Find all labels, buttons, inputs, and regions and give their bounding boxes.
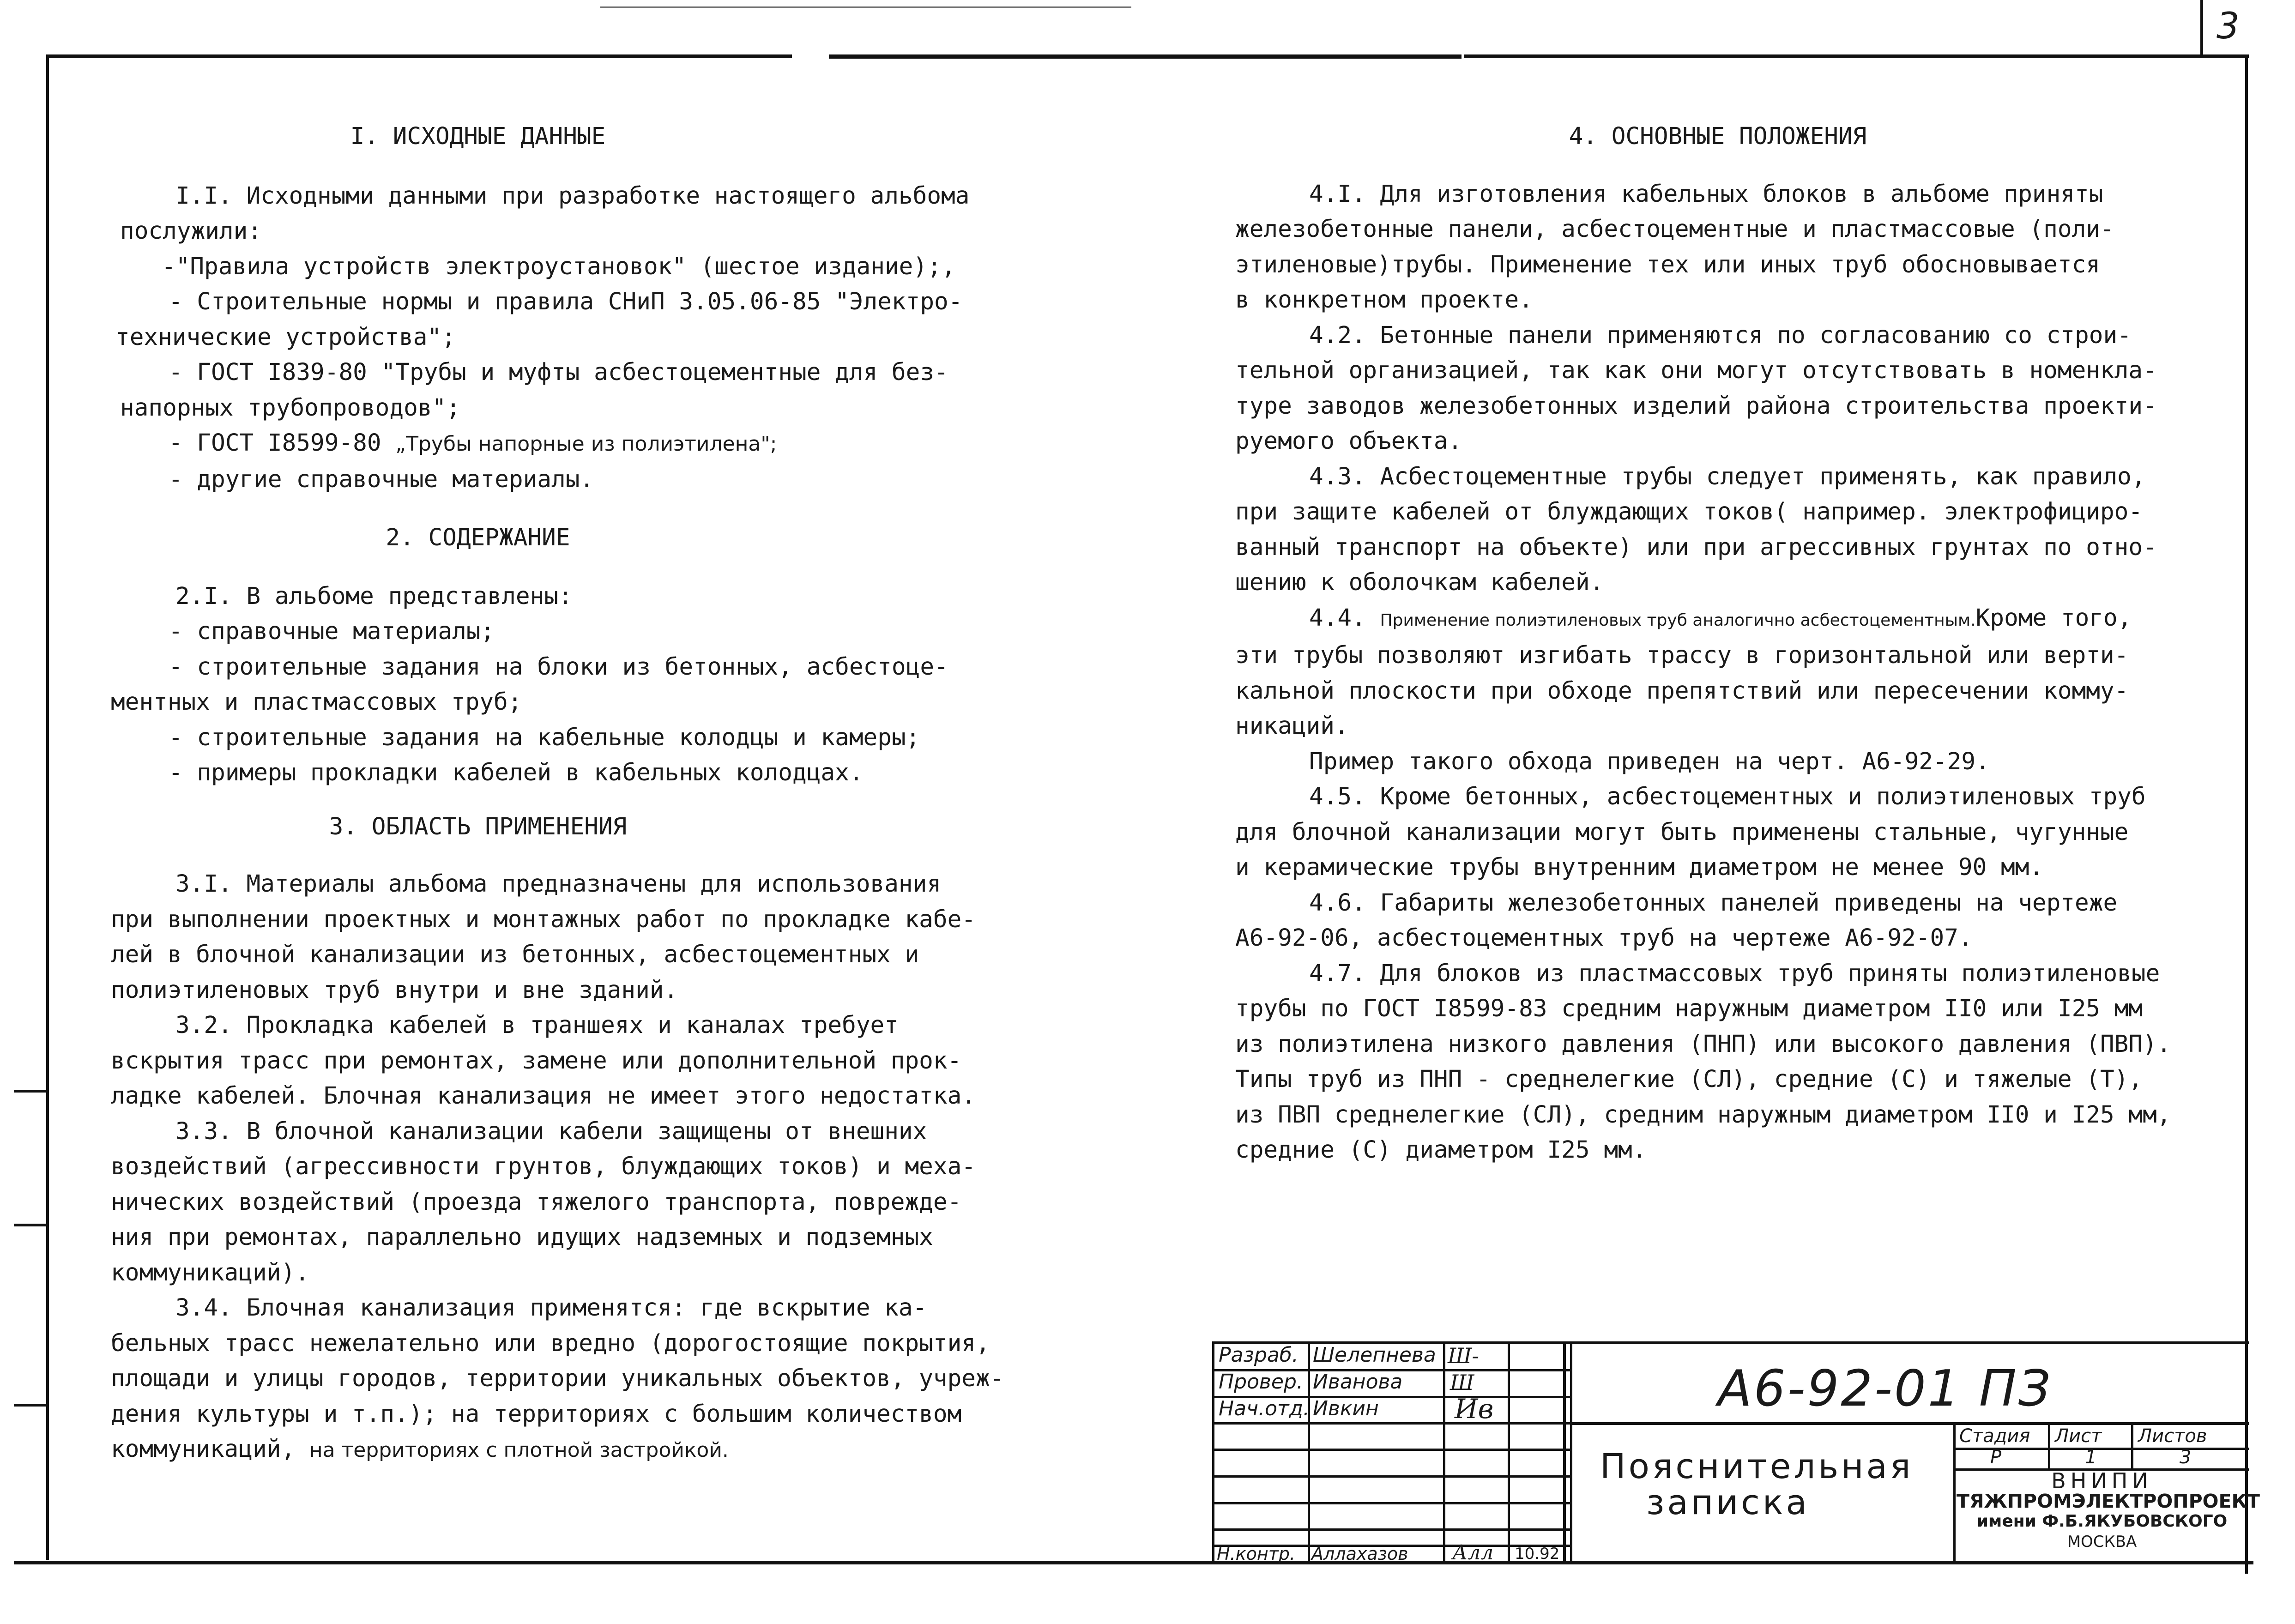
grid-line [2048, 1422, 2050, 1468]
paragraph-line: лей в блочной канализации из бетонных, асбестоцементных и [111, 941, 919, 968]
role-norm-control: Н.контр. [1217, 1544, 1296, 1564]
name-developer: Шелепнева [1313, 1343, 1436, 1367]
paragraph-line: бельных трасс нежелательно или вредно (дорогостоящие покрытия, [111, 1329, 990, 1357]
organization-name-2: ТЯЖПРОМЭЛЕКТРОПРОЕКТ [1957, 1490, 2260, 1512]
paragraph-line [111, 426, 1034, 462]
role-head: Нач.отд. [1219, 1397, 1310, 1420]
frame-top-rule-right [1464, 54, 2249, 58]
paragraph-line: воздействий (агрессивности грунтов, блуждающих токов) и меха- [111, 1153, 976, 1180]
role-developer: Разраб. [1219, 1343, 1298, 1367]
grid-line [1953, 1422, 1956, 1562]
paragraph-line: А6-92-06, асбестоцементных труб на чертеже А6-92-07. [1235, 924, 1973, 952]
document-code: А6-92-01 ПЗ [1718, 1360, 2053, 1418]
paragraph-line: Пример такого обхода приведен на черт. А6-92-29. [1309, 748, 1990, 775]
binding-tick-3 [14, 1404, 46, 1407]
paragraph-line: 4.I. Для изготовления кабельных блоков в альбоме приняты [1309, 180, 2103, 208]
organization-name-1: ВНИПИ [2051, 1468, 2153, 1493]
paragraph-line: железобетонные панели, асбестоцементные и пластмассовые (поли- [1235, 216, 2114, 243]
paragraph-line: Типы труб из ПНП - среднелегкие (СЛ), средние (С) и тяжелые (Т), [1235, 1066, 2143, 1093]
paragraph-line: в конкретном проекте. [1235, 286, 1533, 314]
role-checker: Провер. [1219, 1370, 1303, 1394]
grid-line [1570, 1341, 1572, 1562]
grid-line [1212, 1502, 1570, 1504]
text-fragment: коммуникаций, [111, 1436, 309, 1463]
paragraph-line: ния при ремонтах, параллельно идущих надземных и подземных [111, 1224, 933, 1251]
paragraph-line: - строительные задания на кабельные колодцы и камеры; [169, 724, 920, 751]
paragraph-line: полиэтиленовых труб внутри и вне зданий. [111, 976, 678, 1004]
binding-tick-1 [14, 1090, 46, 1093]
paragraph-line: туре заводов железобетонных изделий района строительства проекти- [1235, 392, 2157, 420]
paragraph-line: 4.6. Габариты железобетонных панелей приведены на чертеже [1309, 889, 2118, 917]
gost-text: - ГОСТ I8599-80 [169, 429, 396, 457]
paragraph-line: - строительные задания на блоки из бетонных, асбестоце- [169, 653, 948, 681]
frame-corner-rule [2200, 0, 2203, 55]
grid-line [2131, 1422, 2133, 1468]
signature-norm-control: Алл [1452, 1541, 1494, 1564]
paragraph-line: ладке кабелей. Блочная канализация не имеет этого недостатка. [111, 1082, 976, 1110]
paragraph-line: и керамические трубы внутренним диаметром не менее 90 мм. [1235, 854, 2044, 881]
paragraph-line: этиленовые)трубы. Применение тех или иных труб обосновывается [1235, 251, 2100, 278]
grid-line [1212, 1422, 1570, 1425]
paragraph-line: эти трубы позволяют изгибать трассу в горизонтальной или верти- [1235, 642, 2129, 669]
paragraph-line: дения культуры и т.п.); на территориях с большим количеством [111, 1400, 962, 1428]
frame-left-rule [46, 54, 49, 1560]
paragraph-line: трубы по ГОСТ I8599-83 средним наружным диаметром II0 или I25 мм [1235, 995, 2143, 1022]
paragraph-line: - Строительные нормы и правила СНиП 3.05.06-85 "Электро- [169, 288, 963, 315]
paragraph-line: средние (С) диаметром I25 мм. [1235, 1136, 1647, 1164]
grid-line [1212, 1528, 1570, 1531]
signature-checker: Ш [1450, 1370, 1474, 1395]
paragraph-line: - примеры прокладки кабелей в кабельных колодцах. [169, 759, 864, 786]
page-number: 3 [2216, 6, 2240, 47]
paragraph-line: коммуникаций). [111, 1259, 309, 1286]
paragraph-line: послужили: [120, 217, 262, 245]
text-fragment: 4.4. [1309, 604, 1380, 632]
signature-head: Ив [1455, 1393, 1494, 1425]
handwritten-insert: Применение полиэтиленовых труб аналогично асбестоцементным. [1380, 610, 1976, 630]
paragraph-line: -"Правила устройств электроустановок" (шестое издание);, [162, 253, 956, 280]
paragraph-line: I.I. Исходными данными при разработке настоящего альбома [175, 182, 970, 210]
section-heading: 2. СОДЕРЖАНИЕ [386, 524, 570, 551]
name-head: Ивкин [1313, 1397, 1379, 1420]
organization-city: МОСКВА [2067, 1533, 2137, 1551]
right-column [1235, 119, 2228, 1168]
name-norm-control: Аллахазов [1311, 1544, 1408, 1564]
grid-line [1212, 1449, 1570, 1451]
stage-header: Стадия [1959, 1425, 2030, 1447]
paragraph-line: ванный транспорт на объекте) или при агрессивных грунтах по отно- [1235, 533, 2157, 561]
paragraph-line: напорных трубопроводов"; [120, 394, 460, 422]
paragraph-line: вскрытия трасс при ремонтах, замене или дополнительной прок- [111, 1047, 962, 1075]
sheets-header: Листов [2138, 1425, 2207, 1447]
paragraph-line: шению к оболочкам кабелей. [1235, 569, 1604, 596]
handwritten-insert: „Трубы напорные из полиэтилена"; [395, 432, 777, 456]
paragraph-line: - ГОСТ I839-80 "Трубы и муфты асбестоцементные для без- [169, 359, 948, 386]
stage-value: Р [1990, 1447, 2002, 1468]
document-name-line-2: записка [1646, 1483, 1810, 1522]
binding-tick-2 [14, 1224, 46, 1226]
paragraph-line: 4.3. Асбестоцементные трубы следует применять, как правило, [1309, 463, 2146, 490]
document-name-line-1: Пояснительная [1600, 1447, 1914, 1486]
left-column [111, 119, 1034, 1468]
grid-line [1212, 1475, 1570, 1478]
section-heading: 3. ОБЛАСТЬ ПРИМЕНЕНИЯ [329, 813, 627, 840]
paragraph-line: 4.2. Бетонные панели применяются по согласованию со строи- [1309, 321, 2132, 349]
paragraph-line: 3.I. Материалы альбома предназначены для использования [175, 870, 942, 898]
paragraph-line [1235, 601, 2228, 639]
frame-top-rule-middle [829, 54, 1462, 59]
paragraph-line: руемого объекта. [1235, 428, 1462, 455]
signature-developer: Ш- [1448, 1343, 1480, 1368]
paragraph-line: 3.4. Блочная канализация применятся: где вскрытие ка- [175, 1294, 927, 1322]
handwritten-insert: на территориях с плотной застройкой. [309, 1438, 729, 1462]
paragraph-line: для блочной канализации могут быть применены стальные, чугунные [1235, 818, 2129, 846]
paragraph-line: 2.I. В альбоме представлены: [175, 582, 573, 610]
section-heading: I. ИСХОДНЫЕ ДАННЫЕ [350, 123, 606, 150]
section-heading: 4. ОСНОВНЫЕ ПОЛОЖЕНИЯ [1569, 123, 1867, 150]
paragraph-line: нических воздействий (проезда тяжелого транспорта, поврежде- [111, 1188, 962, 1216]
paragraph-line: тельной организацией, так как они могут отсутствовать в номенкла- [1235, 357, 2157, 384]
sheets-value: 3 [2180, 1447, 2192, 1468]
title-block [1212, 1341, 2260, 1564]
paragraph-line: 4.5. Кроме бетонных, асбестоцементных и полиэтиленовых труб [1309, 783, 2146, 810]
paragraph-line: при защите кабелей от блуждающих токов( например. электрофициро- [1235, 498, 2143, 525]
paragraph-line: при выполнении проектных и монтажных работ по прокладке кабе- [111, 906, 976, 933]
paragraph-line: из полиэтилена низкого давления (ПНП) или высокого давления (ПВП). [1235, 1030, 2171, 1058]
paragraph-line: ментных и пластмассовых труб; [111, 688, 522, 716]
paragraph-line: технические устройства"; [115, 323, 456, 351]
grid-line [1570, 1422, 2249, 1425]
paragraph-line: 4.7. Для блоков из пластмассовых труб приняты полиэтиленовые [1309, 960, 2160, 987]
paragraph-line: 3.2. Прокладка кабелей в траншеях и каналах требует [175, 1012, 899, 1039]
paragraph-line [111, 1432, 1034, 1468]
frame-top-rule-left [46, 54, 792, 58]
sheet-value: 1 [2085, 1447, 2097, 1468]
paragraph-line: 3.3. В блочной канализации кабели защищены от внешних [175, 1117, 927, 1145]
paragraph-line: никаций. [1235, 712, 1349, 740]
paragraph-line: - другие справочные материалы. [169, 465, 594, 493]
paragraph-line: кальной плоскости при обходе препятствий или пересечении комму- [1235, 677, 2129, 705]
paragraph-line: из ПВП среднелегкие (СЛ), средним наружным диаметром II0 и I25 мм, [1235, 1101, 2171, 1129]
paragraph-line: площади и улицы городов, территории уникальных объектов, учреж- [111, 1365, 1004, 1392]
text-fragment: Кроме того, [1975, 604, 2132, 632]
organization-name-3: имени Ф.Б.ЯКУБОВСКОГО [1976, 1512, 2228, 1531]
sheet-header: Лист [2055, 1425, 2102, 1447]
date-norm-control: 10.92 [1515, 1545, 1560, 1563]
paragraph-line: - справочные материалы; [169, 618, 495, 645]
frame-top-faint-rule [600, 6, 1131, 8]
name-checker: Иванова [1313, 1370, 1403, 1394]
